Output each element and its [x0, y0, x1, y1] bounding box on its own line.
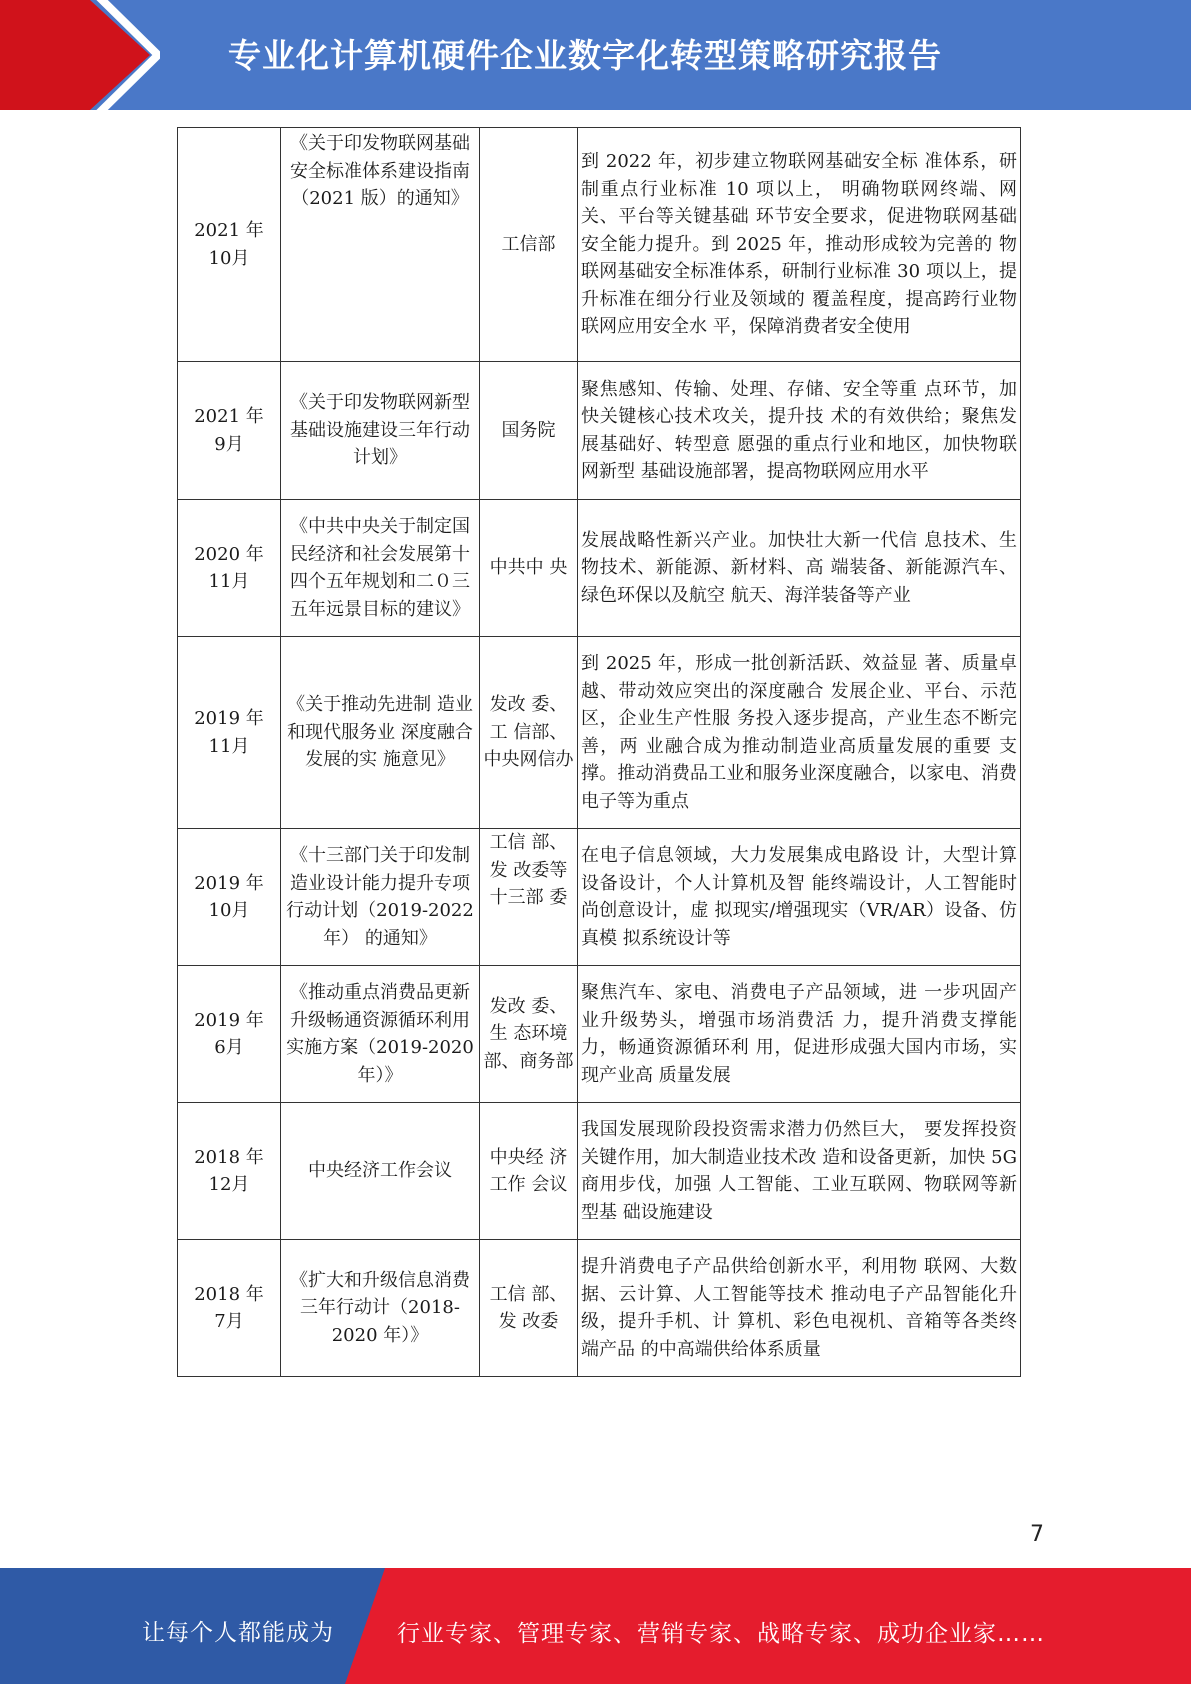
content-cell: 发展战略性新兴产业。加快壮大新一代信 息技术、生物技术、新能源、新材料、高 端装备、新能源汽车、绿色环保以及航空 航天、海洋装备等产业 [578, 500, 1021, 637]
date-cell: 2021 年 10月 [178, 128, 281, 362]
header-arrow-icon [0, 0, 160, 110]
document-cell: 《关于印发物联网基础安全标准体系建设指南（2021 版）的通知》 [281, 128, 480, 362]
issuer-cell: 中央经 济工作 会议 [480, 1103, 578, 1240]
issuer-cell: 工信 部、发 改委等十三部 委 [480, 829, 578, 966]
content-cell: 聚焦汽车、家电、消费电子产品领域，进 一步巩固产业升级势头，增强市场消费活 力，提升消费支撑能力，畅通资源循环利 用，促进形成强大国内市场，实现产业高 质量发展 [578, 966, 1021, 1103]
footer-slogan-right: 行业专家、管理专家、营销专家、战略专家、成功企业家…… [397, 1621, 1045, 1647]
document-cell: 《推动重点消费品更新升级畅通资源循环利用实施方案（2019-2020 年）》 [281, 966, 480, 1103]
content-cell: 在电子信息领域，大力发展集成电路设 计，大型计算设备设计，个人计算机及智 能终端设计，人工智能时尚创意设计，虚 拟现实/增强现实（VR/AR）设备、仿真模 拟系统设计等 [578, 829, 1021, 966]
date-cell: 2021 年 9月 [178, 362, 281, 500]
page-number: 7 [1030, 1522, 1044, 1547]
date-cell: 2019 年 11月 [178, 637, 281, 829]
document-cell: 《中共中央关于制定国民经济和社会发展第十四个五年规划和二０三五年远景目标的建议》 [281, 500, 480, 637]
table-row [178, 1240, 1021, 1377]
table-row [178, 637, 1021, 829]
date-cell: 2019 年 10月 [178, 829, 281, 966]
content-cell: 我国发展现阶段投资需求潜力仍然巨大， 要发挥投资关键作用，加大制造业技术改 造和设备更新，加快 5G 商用步伐，加强 人工智能、工业互联网、物联网等新型基 础设施建设 [578, 1103, 1021, 1240]
table-row [178, 829, 1021, 966]
issuer-cell: 中共中 央 [480, 500, 578, 637]
document-cell: 《关于印发物联网新型基础设施建设三年行动计划》 [281, 362, 480, 500]
content-cell: 到 2025 年，形成一批创新活跃、效益显 著、质量卓越、带动效应突出的深度融合 发展企业、平台、示范区，企业生产性服 务投入逐步提高，产业生态不断完善，两 业融合成为推动制造业高质量发展的重要 支撑。推动消费品工业和服务业深度融合，以家电、消费电子等为重点 [578, 637, 1021, 829]
issuer-cell: 发改 委、工 信部、中央网信办 [480, 637, 578, 829]
issuer-cell: 发改 委、生 态环境部、商务部 [480, 966, 578, 1103]
date-cell: 2018 年 7月 [178, 1240, 281, 1377]
table-row [178, 128, 1021, 362]
content-cell: 到 2022 年，初步建立物联网基础安全标 准体系，研制重点行业标准 10 项以上， 明确物联网终端、网关、平台等关键基础 环节安全要求，促进物联网基础安全能力提升。到 2025 年，推动形成较为完善的 物联网基础安全标准体系，研制行业标准 30 项以上，提升标准在细分行业及领域的 覆盖程度，提高跨行业物联网应用安全水 平，保障消费者安全使用 [578, 128, 1021, 362]
report-title: 专业化计算机硬件企业数字化转型策略研究报告 [228, 36, 942, 75]
document-cell: 《扩大和升级信息消费三年行动计（2018-2020 年）》 [281, 1240, 480, 1377]
document-cell: 中央经济工作会议 [281, 1103, 480, 1240]
footer-slogan-left: 让每个人都能成为 [142, 1620, 334, 1646]
table-row [178, 1103, 1021, 1240]
header-band [0, 0, 1191, 110]
issuer-cell: 工信 部、发 改委 [480, 1240, 578, 1377]
date-cell: 2019 年 6月 [178, 966, 281, 1103]
issuer-cell: 工信部 [480, 128, 578, 362]
content-cell: 聚焦感知、传输、处理、存储、安全等重 点环节，加快关键核心技术攻关，提升技 术的有效供给；聚焦发展基础好、转型意 愿强的重点行业和地区，加快物联网新型 基础设施部署，提高物联网应用水平 [578, 362, 1021, 500]
date-cell: 2020 年 11月 [178, 500, 281, 637]
table-row [178, 966, 1021, 1103]
policy-table [177, 127, 1021, 1377]
table-row [178, 362, 1021, 500]
issuer-cell: 国务院 [480, 362, 578, 500]
document-cell: 《十三部门关于印发制造业设计能力提升专项行动计划（2019-2022 年） 的通知》 [281, 829, 480, 966]
document-cell: 《关于推动先进制 造业和现代服务业 深度融合发展的实 施意见》 [281, 637, 480, 829]
table-row [178, 500, 1021, 637]
content-cell: 提升消费电子产品供给创新水平，利用物 联网、大数据、云计算、人工智能等技术 推动电子产品智能化升级，提升手机、计 算机、彩色电视机、音箱等各类终端产品 的中高端供给体系质量 [578, 1240, 1021, 1377]
date-cell: 2018 年 12月 [178, 1103, 281, 1240]
